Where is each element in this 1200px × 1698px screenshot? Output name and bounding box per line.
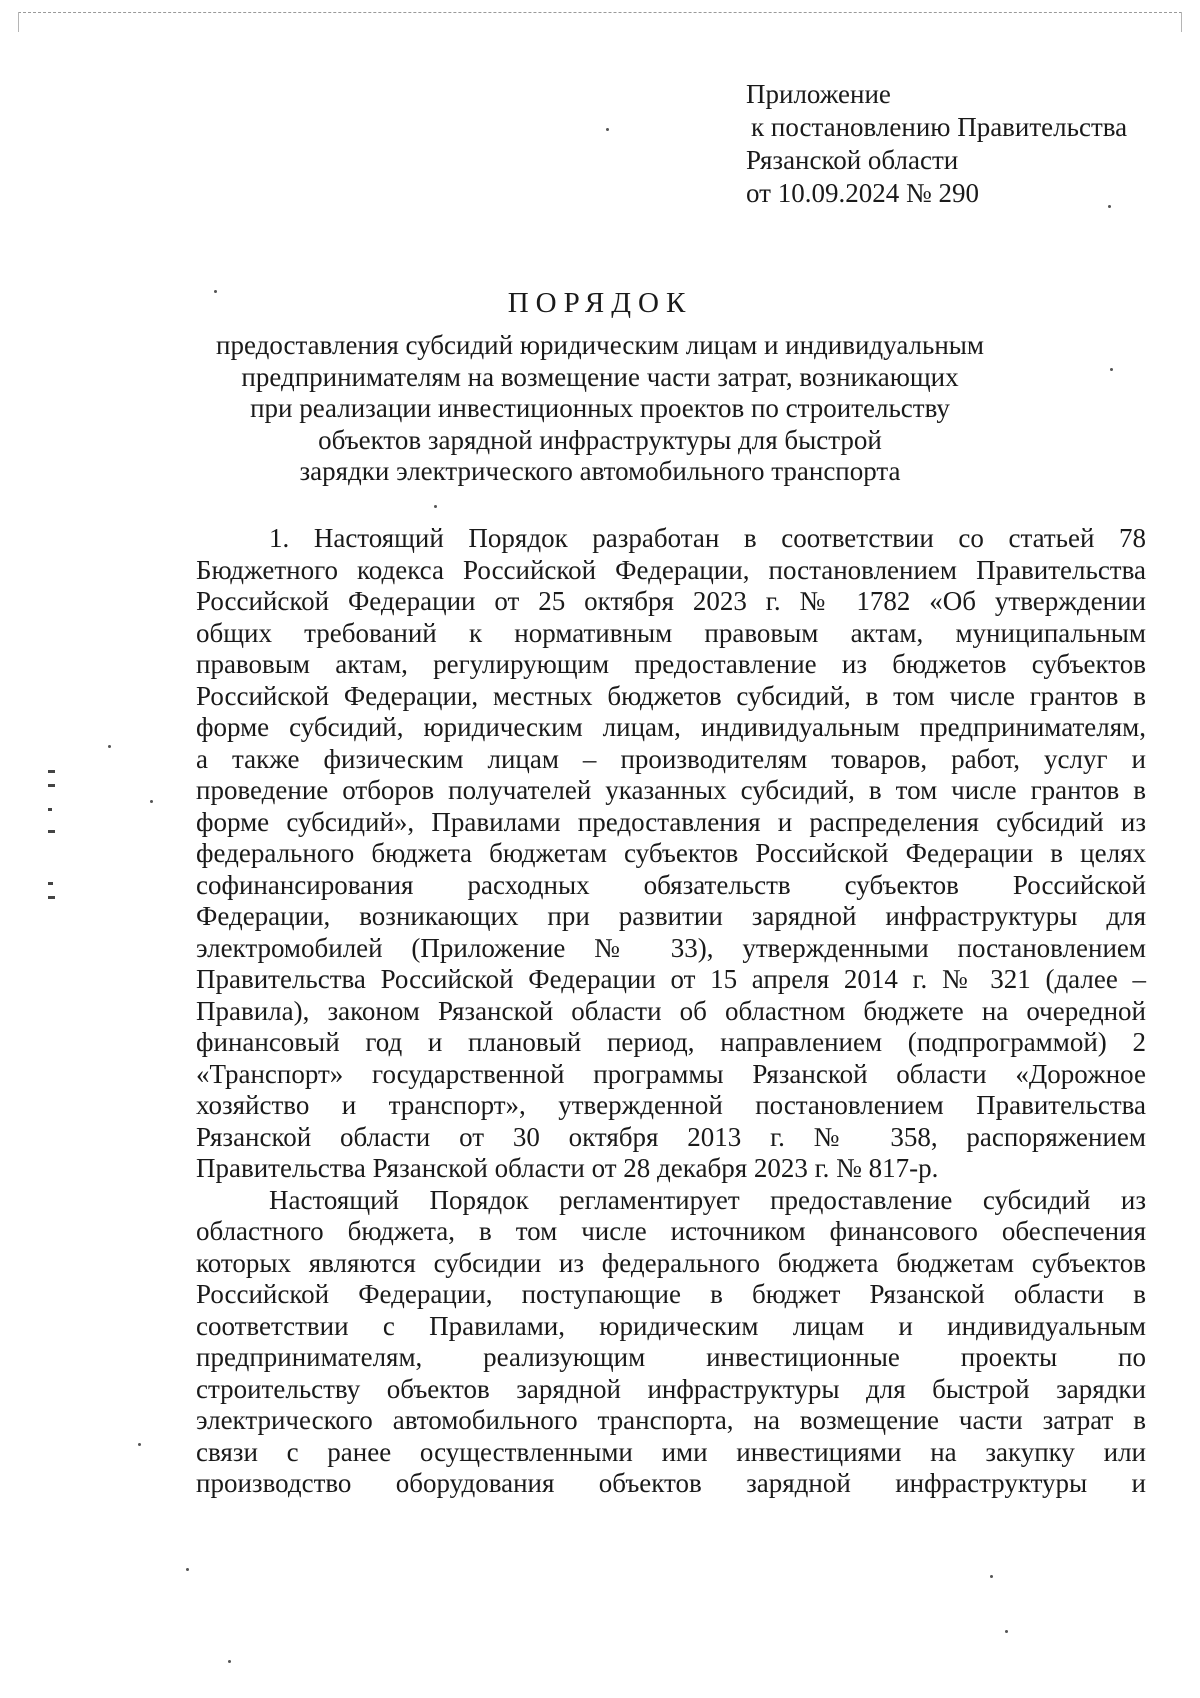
appendix-line: Рязанской области: [746, 145, 959, 175]
text-line: Российской Федерации, поступающие в бюджет Рязанской области в: [196, 1279, 1146, 1309]
appendix-line: от 10.09.2024 № 290: [746, 178, 979, 208]
text-line: а также физическим лицам – производителям товаров, работ, услуг и: [196, 743, 1146, 774]
text-line: электрического автомобильного транспорта, на возмещение части затрат в: [196, 1405, 1146, 1435]
subtitle-line: при реализации инвестиционных проектов по строительству: [250, 393, 950, 423]
scan-border-right: [1181, 12, 1182, 32]
text-line: проведение отборов получателей указанных субсидий, в том числе грантов в: [196, 775, 1146, 805]
text-line: софинансирования расходных обязательств субъектов Российской: [196, 869, 1146, 900]
text-line: Российской Федерации, местных бюджетов субсидий, в том числе грантов в: [196, 680, 1146, 711]
subtitle-line: предпринимателям на возмещение части затрат, возникающих: [241, 361, 959, 392]
text-line: Правительства Российской Федерации от 15 апреля 2014 г. № 321 (далее –: [196, 964, 1146, 994]
scan-border-line: [18, 12, 1182, 13]
subtitle-line: предоставления субсидий юридическим лицам и индивидуальным: [216, 330, 984, 360]
subtitle-line: зарядки электрического автомобильного транспорта: [299, 456, 901, 486]
text-line: Бюджетного кодекса Российской Федерации, постановлением Правительства: [196, 554, 1146, 585]
scan-speck: [606, 128, 609, 131]
scan-border-left: [18, 12, 19, 32]
text-line: федерального бюджета бюджетам субъектов Российской Федерации в целях: [196, 838, 1146, 868]
text-line: общих требований к нормативным правовым актам, муниципальным: [196, 617, 1146, 648]
scan-speck: [186, 1568, 189, 1571]
text-line: которых являются субсидии из федерального бюджета бюджетам субъектов: [196, 1247, 1146, 1278]
text-line: форме субсидий», Правилами предоставления и распределения субсидий из: [196, 806, 1146, 837]
text-line: связи с ранее осуществленными ими инвестициями на закупку или: [196, 1436, 1146, 1467]
text-line: строительству объектов зарядной инфраструктуры для быстрой зарядки: [196, 1373, 1146, 1404]
document-title: ПОРЯДОК: [507, 287, 693, 319]
text-line: электромобилей (Приложение № 33), утвержденными постановлением: [196, 932, 1146, 963]
text-line: предпринимателям, реализующим инвестиционные проекты по: [196, 1342, 1146, 1372]
scan-speck: [990, 1575, 993, 1578]
text-line: правовым актам, регулирующим предоставление из бюджетов субъектов: [196, 649, 1146, 679]
scan-speck: [150, 800, 153, 803]
text-line: Российской Федерации от 25 октября 2023 г. № 1782 «Об утверждении: [196, 586, 1146, 616]
scan-margin-marks: [44, 770, 60, 910]
scan-speck: [1005, 1630, 1008, 1633]
text-line: соответствии с Правилами, юридическим лицам и индивидуальным: [196, 1310, 1146, 1341]
appendix-line: к постановлению Правительства: [751, 112, 1128, 142]
scan-speck: [1108, 205, 1111, 208]
text-line: Федерации, возникающих при развитии зарядной инфраструктуры для: [196, 901, 1146, 931]
text-line: Рязанской области от 30 октября 2013 г. № 358, распоряжением: [196, 1121, 1146, 1152]
scan-speck: [214, 290, 217, 293]
scan-speck: [434, 505, 437, 508]
subtitle-line: объектов зарядной инфраструктуры для быстрой: [318, 424, 882, 455]
scan-speck: [138, 1443, 141, 1446]
text-line: Правила), законом Рязанской области об областном бюджете на очередной: [196, 995, 1146, 1026]
appendix-line: Приложение: [746, 79, 891, 109]
scan-speck: [228, 1660, 231, 1663]
text-line: областного бюджета, в том числе источником финансового обеспечения: [196, 1216, 1146, 1246]
text-line: финансовый год и плановый период, направлением (подпрограммой) 2: [196, 1027, 1146, 1057]
document-body: [196, 523, 1146, 1500]
scan-speck: [1110, 368, 1113, 371]
text-line: Настоящий Порядок регламентирует предоставление субсидий из: [269, 1184, 1146, 1215]
document-subtitle: [200, 330, 1000, 488]
text-line: форме субсидий, юридическим лицам, индивидуальным предпринимателям,: [196, 712, 1146, 742]
text-line: Правительства Рязанской области от 28 декабря 2023 г. № 817-р.: [196, 1153, 939, 1183]
paragraph-1: [196, 523, 1146, 1185]
text-line: «Транспорт» государственной программы Рязанской области «Дорожное: [196, 1058, 1146, 1089]
text-line: хозяйство и транспорт», утвержденной постановлением Правительства: [196, 1090, 1146, 1120]
text-line: 1. Настоящий Порядок разработан в соответствии со статьей 78: [269, 523, 1146, 553]
appendix-header: [746, 78, 1166, 210]
text-line: производство оборудования объектов зарядной инфраструктуры и: [196, 1468, 1146, 1498]
scan-speck: [108, 745, 111, 748]
paragraph-2: [196, 1185, 1146, 1500]
